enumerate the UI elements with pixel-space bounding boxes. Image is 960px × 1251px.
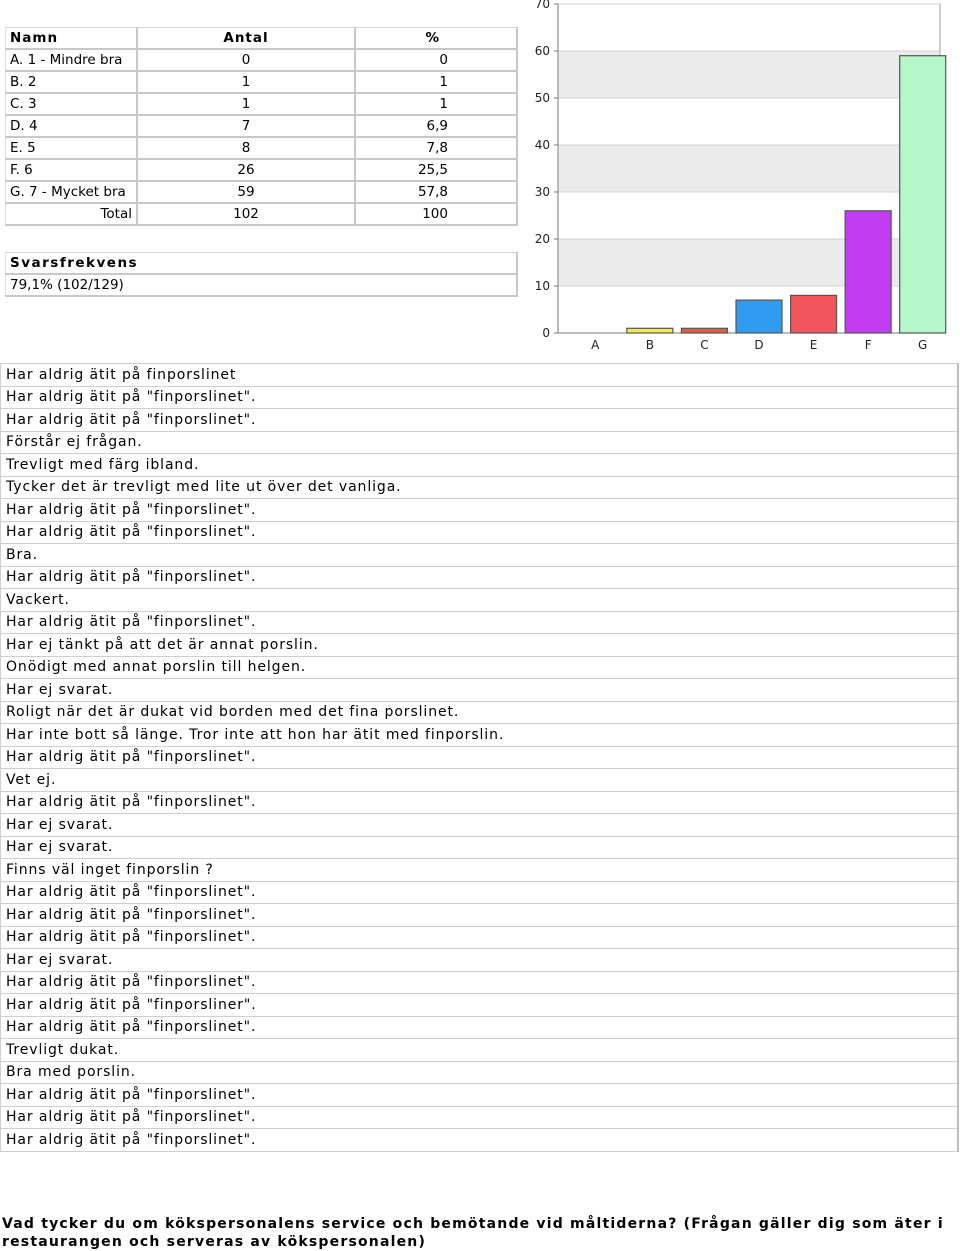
row-percent: 1 <box>355 93 517 115</box>
comment-text: Har inte bott så länge. Tror inte att hon har ätit med finporslin. <box>1 724 959 747</box>
total-label: Total <box>6 203 138 225</box>
row-count: 59 <box>137 181 355 203</box>
comment-row <box>1 364 959 387</box>
total-count: 102 <box>137 203 355 225</box>
row-count: 0 <box>137 49 355 71</box>
x-tick-label: F <box>864 338 872 352</box>
row-percent: 0 <box>355 49 517 71</box>
comment-text: Vet ej. <box>1 769 959 792</box>
comment-text: Har aldrig ätit på "finporslinet". <box>1 746 959 769</box>
comment-row <box>1 476 959 499</box>
total-percent: 100 <box>355 203 517 225</box>
statistics-table <box>5 27 518 226</box>
comment-row <box>1 656 959 679</box>
comment-text: Har ej tänkt på att det är annat porslin. <box>1 634 959 657</box>
comment-text: Har ej svarat. <box>1 949 959 972</box>
row-name: B. 2 <box>6 71 138 93</box>
row-count: 1 <box>137 93 355 115</box>
comment-text: Har aldrig ätit på "finporslinet". <box>1 881 959 904</box>
table-row <box>6 49 518 71</box>
comment-text: Trevligt med färg ibland. <box>1 454 959 477</box>
response-rate-table <box>5 252 518 297</box>
row-percent: 7,8 <box>355 137 517 159</box>
comment-text: Bra. <box>1 544 959 567</box>
comment-row <box>1 521 959 544</box>
comment-row <box>1 814 959 837</box>
row-count: 1 <box>137 71 355 93</box>
comment-row <box>1 1106 959 1129</box>
comment-row <box>1 791 959 814</box>
comment-text: Roligt när det är dukat vid borden med det fina porslinet. <box>1 701 959 724</box>
comment-text: Har aldrig ätit på "finporslinet". <box>1 409 959 432</box>
bar-f <box>845 211 891 333</box>
comment-text: Har aldrig ätit på "finporslinet". <box>1 791 959 814</box>
row-name: G. 7 - Mycket bra <box>6 181 138 203</box>
row-name: C. 3 <box>6 93 138 115</box>
table-row <box>6 115 518 137</box>
comment-row <box>1 589 959 612</box>
comment-text: Har ej svarat. <box>1 836 959 859</box>
comment-row <box>1 1084 959 1107</box>
comment-text: Förstår ej frågan. <box>1 431 959 454</box>
comment-text: Har aldrig ätit på "finporslinet". <box>1 926 959 949</box>
comment-row <box>1 1061 959 1084</box>
grid-band <box>559 145 939 192</box>
comment-row <box>1 454 959 477</box>
comment-row <box>1 724 959 747</box>
grid-band <box>559 51 939 98</box>
row-percent: 1 <box>355 71 517 93</box>
bar-chart <box>520 0 960 360</box>
comment-text: Har aldrig ätit på "finporslinet". <box>1 1129 959 1152</box>
table-row <box>6 181 518 203</box>
comment-text: Har aldrig ätit på "finporslinet". <box>1 566 959 589</box>
comment-text: Har aldrig ätit på "finporslinet". <box>1 1016 959 1039</box>
total-row <box>6 203 518 225</box>
row-count: 26 <box>137 159 355 181</box>
comment-text: Tycker det är trevligt med lite ut över det vanliga. <box>1 476 959 499</box>
comment-row <box>1 769 959 792</box>
response-rate-value: 79,1% (102/129) <box>6 274 518 296</box>
comments-list <box>0 363 959 1152</box>
comment-text: Har aldrig ätit på "finporslinet". <box>1 521 959 544</box>
row-name: F. 6 <box>6 159 138 181</box>
bar-e <box>791 295 837 333</box>
comment-text: Onödigt med annat porslin till helgen. <box>1 656 959 679</box>
comment-text: Har aldrig ätit på "finporsliner". <box>1 994 959 1017</box>
bar-c <box>681 328 727 333</box>
comment-row <box>1 1129 959 1152</box>
bar-d <box>736 300 782 333</box>
comment-text: Har aldrig ätit på "finporslinet". <box>1 971 959 994</box>
comment-text: Har ej svarat. <box>1 679 959 702</box>
y-tick-label: 10 <box>534 279 550 293</box>
comment-row <box>1 971 959 994</box>
response-rate-label: Svarsfrekvens <box>6 253 518 275</box>
comment-row <box>1 1016 959 1039</box>
comment-row <box>1 949 959 972</box>
comment-row <box>1 746 959 769</box>
row-percent: 6,9 <box>355 115 517 137</box>
comment-row <box>1 409 959 432</box>
comment-text: Har aldrig ätit på "finporslinet". <box>1 1106 959 1129</box>
comment-row <box>1 926 959 949</box>
bar-g <box>900 56 946 333</box>
header-count: Antal <box>137 28 355 50</box>
y-tick-label: 20 <box>534 232 550 246</box>
table-row <box>6 71 518 93</box>
comment-row <box>1 611 959 634</box>
row-count: 7 <box>137 115 355 137</box>
comment-row <box>1 701 959 724</box>
x-tick-label: D <box>754 338 764 352</box>
y-tick-label: 50 <box>534 91 550 105</box>
y-tick-label: 60 <box>534 44 550 58</box>
comment-row <box>1 634 959 657</box>
comment-row <box>1 1039 959 1062</box>
row-count: 8 <box>137 137 355 159</box>
table-header-row <box>6 28 518 50</box>
row-name: A. 1 - Mindre bra <box>6 49 138 71</box>
x-tick-label: E <box>809 338 818 352</box>
comment-text: Har ej svarat. <box>1 814 959 837</box>
row-name: D. 4 <box>6 115 138 137</box>
y-tick-label: 0 <box>542 326 550 340</box>
comment-row <box>1 386 959 409</box>
header-name: Namn <box>6 28 138 50</box>
comment-text: Finns väl inget finporslin ? <box>1 859 959 882</box>
comment-text: Trevligt dukat. <box>1 1039 959 1062</box>
comment-text: Har aldrig ätit på "finporslinet". <box>1 386 959 409</box>
comment-row <box>1 836 959 859</box>
comment-text: Har aldrig ätit på finporslinet <box>1 364 959 387</box>
x-tick-label: G <box>918 338 928 352</box>
table-row <box>6 137 518 159</box>
table-row <box>6 93 518 115</box>
bar-b <box>627 328 673 333</box>
y-tick-label: 40 <box>534 138 550 152</box>
table-row <box>6 159 518 181</box>
comment-text: Har aldrig ätit på "finporslinet". <box>1 499 959 522</box>
comment-row <box>1 859 959 882</box>
y-tick-label: 30 <box>534 185 550 199</box>
comment-row <box>1 994 959 1017</box>
x-tick-label: A <box>591 338 600 352</box>
x-tick-label: C <box>700 338 709 352</box>
comment-row <box>1 566 959 589</box>
comment-text: Vackert. <box>1 589 959 612</box>
comment-text: Har aldrig ätit på "finporslinet". <box>1 1084 959 1107</box>
comment-row <box>1 499 959 522</box>
comment-text: Bra med porslin. <box>1 1061 959 1084</box>
comment-row <box>1 904 959 927</box>
header-percent: % <box>355 28 517 50</box>
next-question-text: Vad tycker du om kökspersonalens service och bemötande vid måltiderna? (Frågan gäller dig som äter i restaurangen och serveras av kökspersonalen) <box>2 1216 944 1250</box>
comment-row <box>1 881 959 904</box>
comment-row <box>1 679 959 702</box>
comment-row <box>1 544 959 567</box>
y-tick-label: 70 <box>534 0 550 11</box>
comment-text: Har aldrig ätit på "finporslinet". <box>1 904 959 927</box>
row-percent: 25,5 <box>355 159 517 181</box>
comment-row <box>1 431 959 454</box>
comment-text: Har aldrig ätit på "finporslinet". <box>1 611 959 634</box>
x-tick-label: B <box>645 338 654 352</box>
row-percent: 57,8 <box>355 181 517 203</box>
row-name: E. 5 <box>6 137 138 159</box>
